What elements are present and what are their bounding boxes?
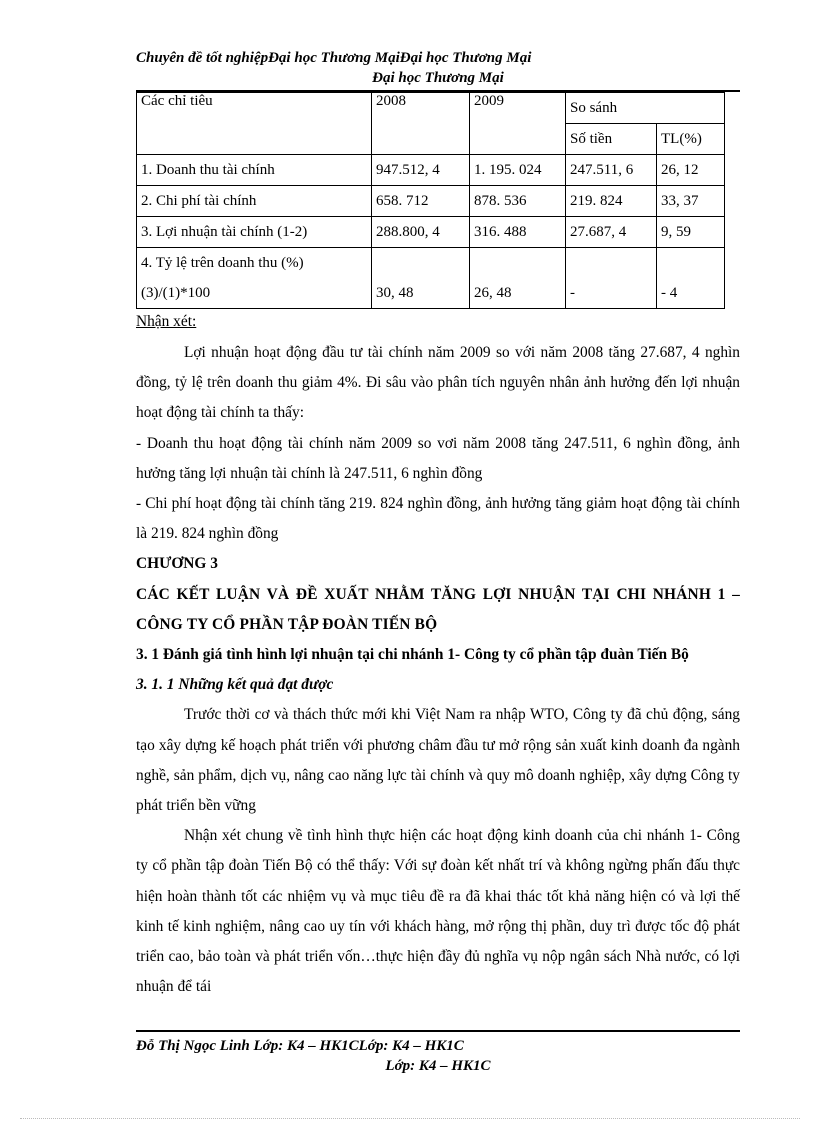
row-label-line-1: 4. Tỷ lệ trên doanh thu (%) [141, 255, 304, 271]
footer-rule [136, 1030, 740, 1032]
cell-tl: 9, 59 [657, 217, 725, 248]
cell-2009: 1. 195. 024 [470, 155, 566, 186]
header-cell-tl: TL(%) [657, 124, 725, 155]
cell-sotien: - [566, 248, 657, 309]
page-edge-line [20, 1118, 800, 1119]
cell-sotien: 27.687, 4 [566, 217, 657, 248]
cell-2008: 288.800, 4 [372, 217, 470, 248]
header-cell-sotien: Số tiền [566, 124, 657, 155]
table-row [137, 217, 725, 248]
cell-tl: 26, 12 [657, 155, 725, 186]
header-cell-2009: 2009 [470, 93, 566, 155]
subsection-heading: 3. 1. 1 Những kết quả đạt được [136, 676, 334, 694]
nhanxet-heading: Nhận xét: [136, 313, 197, 330]
body-text [136, 312, 740, 1002]
header-cell-sosanh: So sánh [566, 93, 725, 124]
page-header [136, 48, 740, 88]
row-label: 1. Doanh thu tài chính [137, 155, 372, 186]
paragraph: - Doanh thu hoạt động tài chính năm 2009 so vơi năm 2008 tăng 247.511, 6 nghìn đồng, ảnh hưởng tăng lợi nhuận tài chính là 247.511, 6 nghìn đồng [136, 434, 740, 482]
cell-2009: 26, 48 [470, 248, 566, 309]
row-label: 2. Chi phí tài chính [137, 186, 372, 217]
cell-2008: 30, 48 [372, 248, 470, 309]
chapter-title: CÁC KẾT LUẬN VÀ ĐỀ XUẤT NHẰM TĂNG LỢI NHUẬN TẠI CHI NHÁNH 1 – CÔNG TY CỔ PHẦN TẬP ĐOÀN TIẾN BỘ [136, 585, 740, 633]
footer-line-1: Đỗ Thị Ngọc Linh Lớp: K4 – HK1CLớp: K4 – HK1C [136, 1038, 464, 1054]
paragraph: - Chi phí hoạt động tài chính tăng 219. 824 nghìn đồng, ảnh hưởng tăng giảm hoạt động tài chính là 219. 824 nghìn đồng [136, 495, 740, 543]
financial-table [136, 92, 725, 309]
table-header-row [137, 93, 725, 124]
header-line-2: Đại học Thương Mại [372, 70, 504, 86]
cell-2008: 658. 712 [372, 186, 470, 217]
page-footer [136, 1036, 740, 1076]
table-row [137, 186, 725, 217]
section-heading: 3. 1 Đánh giá tình hình lợi nhuận tại chi nhánh 1- Công ty cổ phần tập đuàn Tiến Bộ [136, 646, 689, 664]
paragraph: Trước thời cơ và thách thức mới khi Việt Nam ra nhập WTO, Công ty đã chủ động, sáng tạo xây dựng kế hoạch phát triển với phương châm đầu tư mở rộng sản xuất kinh doanh đa ngành nghề, sản phẩm, dịch vụ, nâng cao năng lực tài chính và quy mô doanh nghiệp, xây dựng Công ty phát triển bền vững [136, 706, 740, 815]
cell-2008: 947.512, 4 [372, 155, 470, 186]
footer-line-2: Lớp: K4 – HK1C [385, 1058, 491, 1074]
table-row [137, 155, 725, 186]
header-line-1: Chuyên đề tốt nghiệpĐại học Thương MạiĐại học Thương Mại [136, 50, 532, 66]
header-cell-2008: 2008 [372, 93, 470, 155]
row-label-line-2: (3)/(1)*100 [141, 285, 211, 301]
cell-2009: 878. 536 [470, 186, 566, 217]
row-label: 3. Lợi nhuận tài chính (1-2) [137, 217, 372, 248]
cell-tl: - 4 [657, 248, 725, 309]
row-label [137, 248, 372, 309]
cell-sotien: 247.511, 6 [566, 155, 657, 186]
cell-2009: 316. 488 [470, 217, 566, 248]
paragraph: Lợi nhuận hoạt động đầu tư tài chính năm 2009 so với năm 2008 tăng 27.687, 4 nghìn đồng, tỷ lệ trên doanh thu giảm 4%. Đi sâu vào phân tích nguyên nhân ảnh hưởng đến lợi nhuận hoạt động tài chính ta thấy: [136, 344, 740, 422]
table-row [137, 248, 725, 309]
chapter-number: CHƯƠNG 3 [136, 555, 218, 573]
cell-sotien: 219. 824 [566, 186, 657, 217]
cell-tl: 33, 37 [657, 186, 725, 217]
paragraph: Nhận xét chung về tình hình thực hiện các hoạt động kinh doanh của chi nhánh 1- Công ty cổ phần tập đoàn Tiến Bộ có thể thấy: Với sự đoàn kết nhất trí và không ngừng phấn đấu thực hiện hoàn thành tốt các nhiệm vụ và mục tiêu đề ra đã khai thác tốt khả năng hiện có và lợi thế kinh tế kinh nghiệm, nâng cao uy tín với khách hàng, mở rộng thị phần, duy trì được tốc độ phát triển cao, bảo toàn và phát triển vốn…thực hiện đầy đủ nghĩa vụ nộp ngân sách Nhà nước, có lợi nhuận để tái [136, 827, 740, 996]
header-cell-chitieu: Các chỉ tiêu [137, 93, 372, 155]
